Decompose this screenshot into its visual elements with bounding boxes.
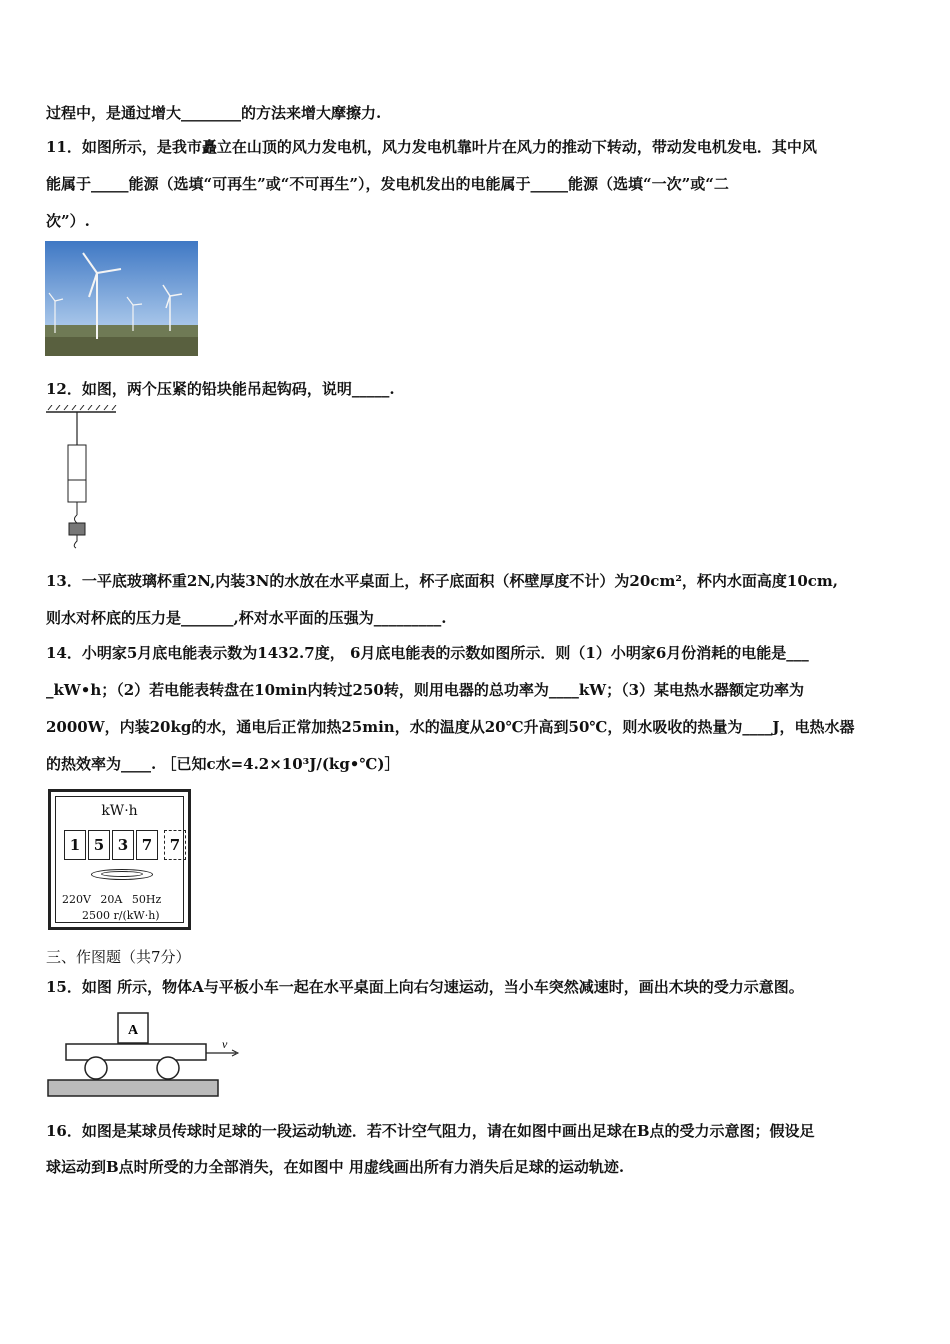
line-q14-2: _kW•h；（2）若电能表转盘在10min内转过250转，则用电器的总功率为____kW；（3）某电热水器额定功率为 — [46, 681, 805, 699]
meter-digit: 5 — [88, 830, 110, 860]
block-label: A — [127, 1023, 139, 1038]
meter-digit: 3 — [112, 830, 134, 860]
line-q13-2: 则水对杯底的压力是_______,杯对水平面的压强为_________. — [46, 609, 447, 627]
line-q11-3: 次”）. — [46, 212, 90, 230]
line-q15: 15．如图 所示，物体A与平板小车一起在水平桌面上向右匀速运动，当小车突然减速时，画出木块的受力示意图。 — [46, 978, 804, 996]
section-heading: 三、作图题（共7分） — [46, 948, 191, 966]
meter-spec-line2: 2500 r/(kW·h) — [82, 909, 160, 922]
line-q14-1: 14．小明家5月底电能表示数为1432.7度， 6月底电能表的示数如图所示．则（1）小明家6月份消耗的电能是___ — [46, 644, 809, 662]
line-q11-2: 能属于_____能源（选填“可再生”或“不可再生”），发电机发出的电能属于_____能源（选填“一次”或“二 — [46, 175, 729, 193]
electric-meter-figure — [48, 789, 191, 930]
wind-turbine-photo — [45, 241, 198, 356]
velocity-label: v — [222, 1037, 228, 1051]
lead-block-figure — [44, 405, 124, 559]
line-q14-4: 的热效率为____. ［已知c水=4.2×10³J/(kg•℃)］ — [46, 755, 400, 773]
meter-digit: 7 — [136, 830, 158, 860]
meter-disc-inner — [101, 871, 143, 877]
line-q16-2: 球运动到B点时所受的力全部消失，在如图中 用虚线画出所有力消失后足球的运动轨迹. — [46, 1158, 625, 1176]
meter-digit: 1 — [64, 830, 86, 860]
line-q14-3: 2000W，内装20kg的水，通电后正常加热25min，水的温度从20℃升高到50℃，则水吸收的热量为____J，电热水器 — [46, 718, 855, 736]
line-q12: 12．如图，两个压紧的铅块能吊起钩码，说明_____. — [46, 380, 395, 398]
line-0: 过程中，是通过增大________的方法来增大摩擦力. — [46, 104, 382, 122]
meter-digits — [64, 830, 188, 860]
line-q13-1: 13．一平底玻璃杯重2N,内装3N的水放在水平桌面上，杯子底面积（杯壁厚度不计）为20cm²，杯内水面高度10cm, — [46, 572, 838, 590]
meter-spec-line1: 220V 20A 50Hz — [62, 893, 162, 906]
line-q16-1: 16．如图是某球员传球时足球的一段运动轨迹．若不计空气阻力，请在如图中画出足球在B点的受力示意图；假设足 — [46, 1122, 815, 1140]
line-q11-1: 11．如图所示，是我市矗立在山顶的风力发电机，风力发电机靠叶片在风力的推动下转动，带动发电机发电．其中风 — [46, 138, 817, 156]
meter-digit-decimal: 7 — [164, 830, 186, 860]
cart-figure — [46, 1010, 246, 1109]
meter-unit: kW·h — [101, 803, 138, 819]
